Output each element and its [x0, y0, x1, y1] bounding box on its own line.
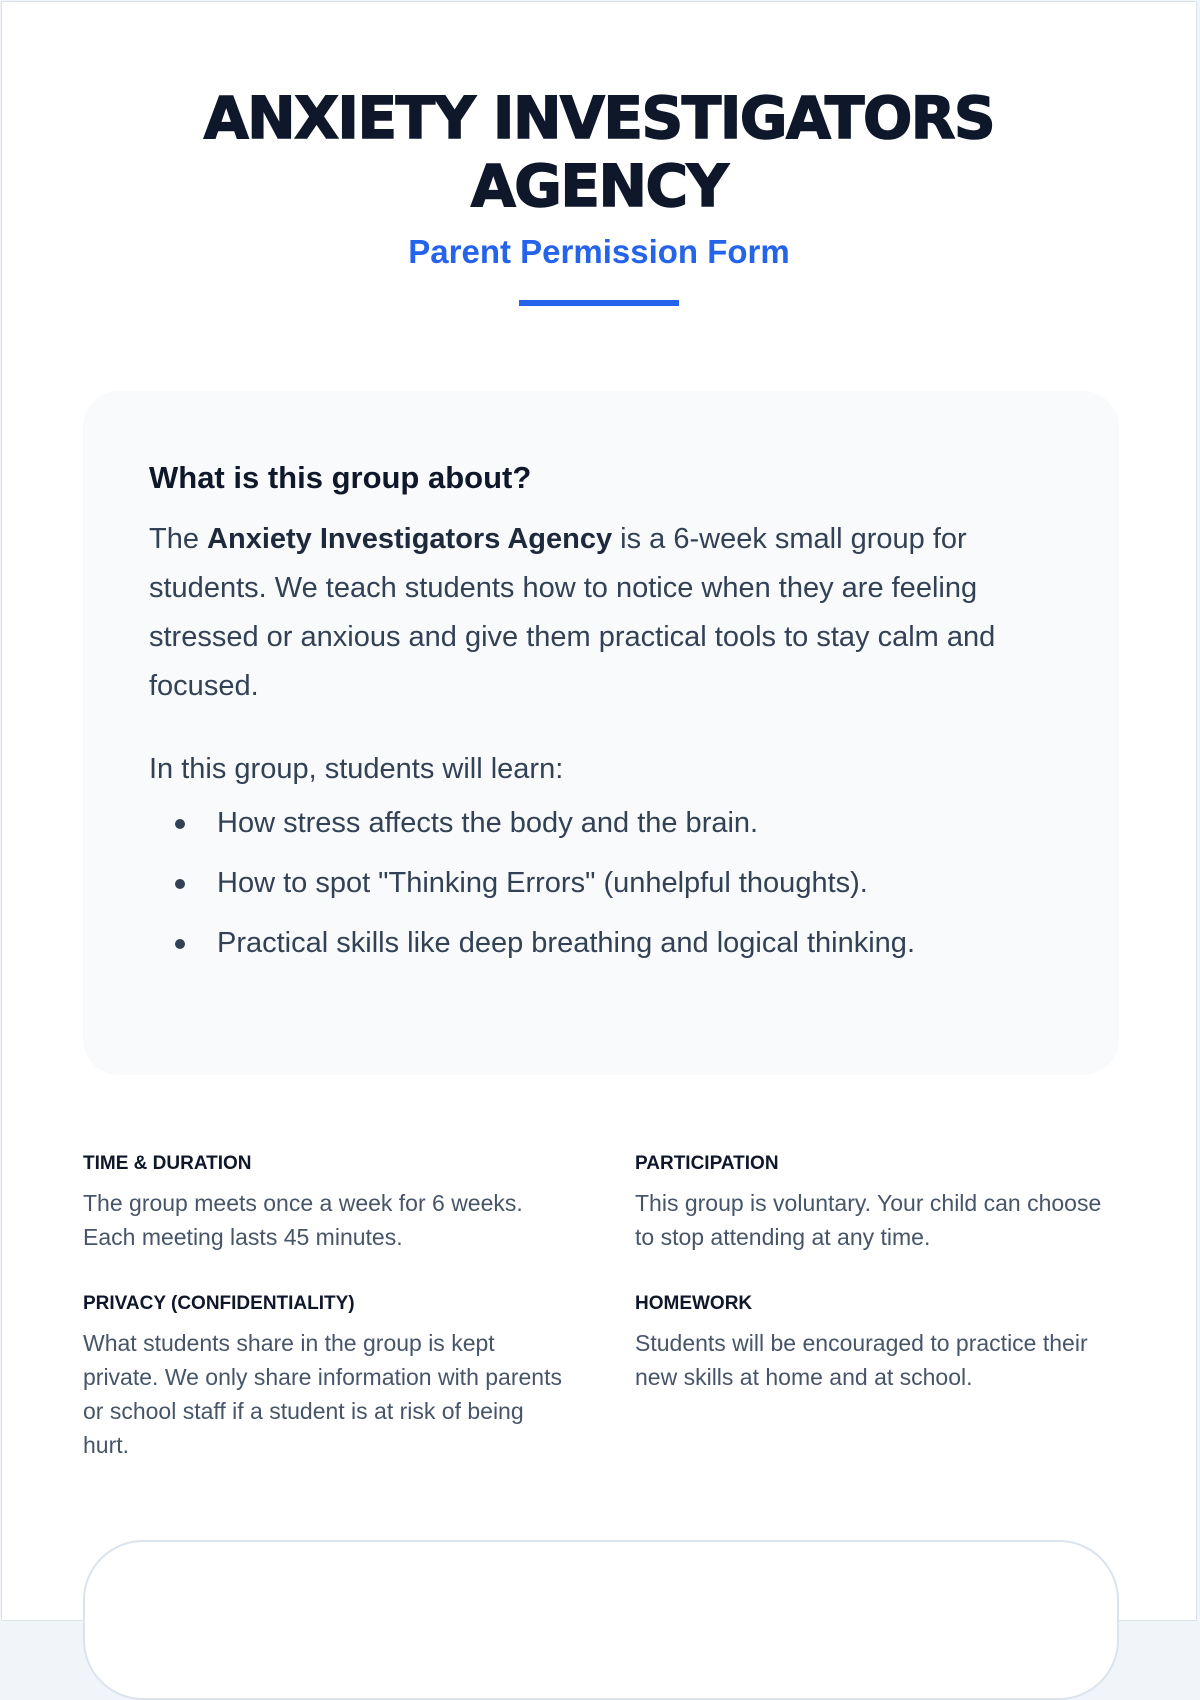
- group-description-text: [149, 515, 1053, 711]
- bullet-icon: [175, 939, 185, 949]
- list-item-text: How stress affects the body and the brain.: [217, 807, 759, 839]
- group-description-card: [83, 391, 1119, 1075]
- title-divider: [519, 300, 679, 306]
- time-duration-text: The group meets once a week for 6 weeks. Each meeting lasts 45 minutes.: [83, 1190, 523, 1250]
- group-description-heading: What is this group about?: [149, 460, 532, 495]
- learning-goals-list: [149, 803, 1053, 963]
- learning-list-intro: In this group, students will learn:: [149, 753, 564, 785]
- homework-label: HOMEWORK: [635, 1293, 753, 1314]
- permission-signature-card: [83, 1540, 1119, 1700]
- time-duration-section: [83, 1152, 563, 1254]
- homework-text: Students will be encouraged to practice their new skills at home and at school.: [635, 1330, 1088, 1390]
- list-item-text: Practical skills like deep breathing and logical thinking.: [217, 927, 915, 959]
- program-name: Anxiety Investigators Agency: [207, 523, 613, 555]
- bullet-icon: [175, 879, 185, 889]
- privacy-label: PRIVACY (CONFIDENTIALITY): [83, 1293, 355, 1314]
- form-subtitle: Parent Permission Form: [408, 233, 790, 270]
- bullet-icon: [175, 819, 185, 829]
- intro-prefix: The: [149, 523, 208, 555]
- organization-title: ANXIETY INVESTIGATORS AGENCY: [203, 84, 995, 220]
- list-item-text: How to spot "Thinking Errors" (unhelpful thoughts).: [217, 867, 868, 899]
- participation-section: [635, 1152, 1115, 1254]
- form-header: [2, 2, 1196, 306]
- time-duration-label: TIME & DURATION: [83, 1153, 252, 1174]
- participation-label: PARTICIPATION: [635, 1153, 779, 1174]
- intro-suffix: is a 6-week small group for students. We teach students how to notice when they are feeling stressed or anxious and give them practical tools to stay calm and focused.: [149, 523, 996, 702]
- list-item: [149, 923, 1053, 963]
- list-item: [149, 803, 1053, 843]
- privacy-text: What students share in the group is kept private. We only share information with parents or school staff if a student is at risk of being hurt.: [83, 1330, 562, 1458]
- list-item: [149, 863, 1053, 903]
- homework-section: [635, 1292, 1115, 1394]
- permission-form-page: [1, 1, 1197, 1621]
- privacy-section: [83, 1292, 563, 1462]
- participation-text: This group is voluntary. Your child can choose to stop attending at any time.: [635, 1190, 1102, 1250]
